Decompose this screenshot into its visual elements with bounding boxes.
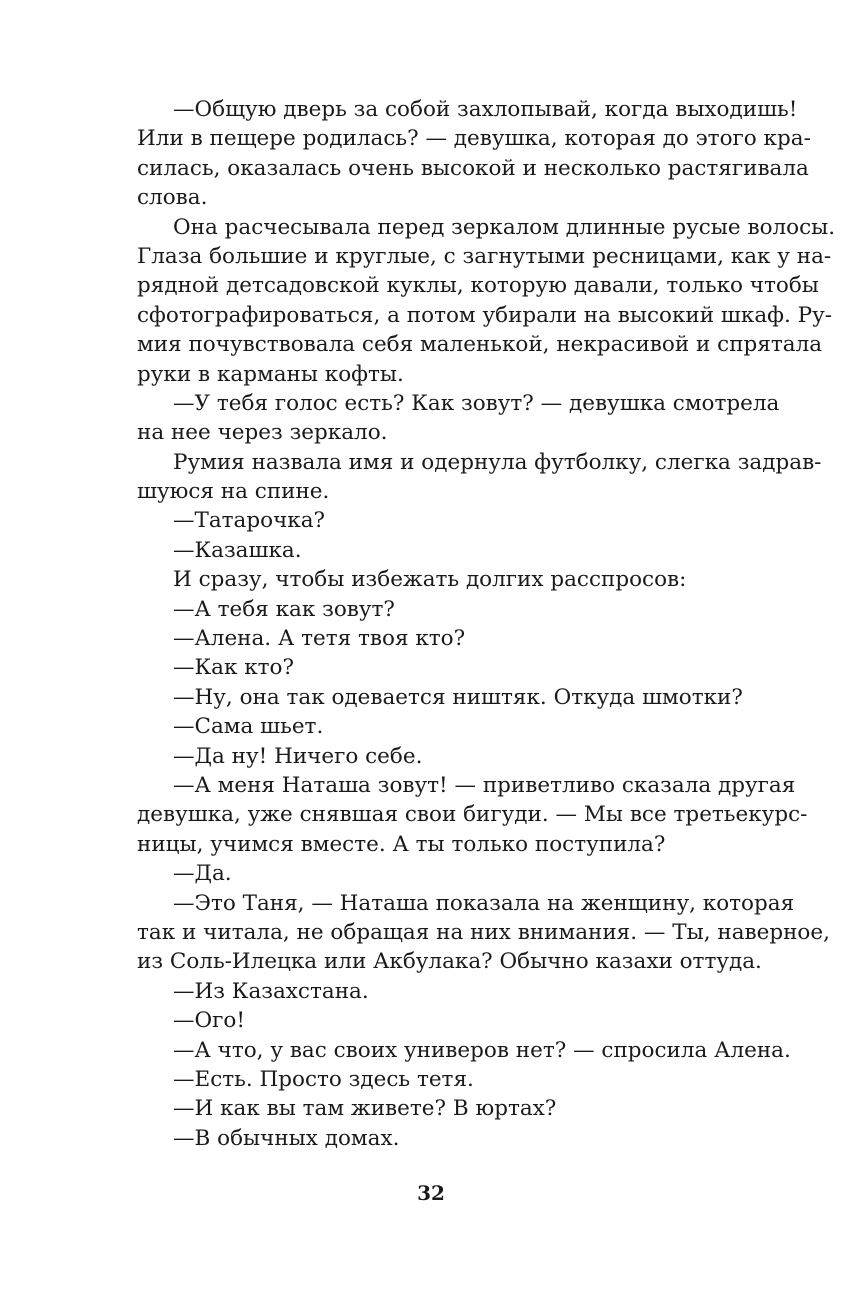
text-line: Она расчесывала перед зеркалом длинные русые волосы. [173, 214, 836, 240]
text-line: так и читала, не обращая на них внимания. — Ты, наверное, [137, 919, 830, 945]
text-line: —Из Казахстана. [173, 978, 369, 1004]
text-line: —В обычных домах. [173, 1125, 400, 1151]
text-line: —Как кто? [173, 655, 295, 681]
text-line: девушка, уже снявшая свои бигуди. — Мы все третьекурс- [137, 802, 808, 828]
text-line: —Это Таня, — Наташа показала на женщину, которая [173, 890, 795, 916]
text-line: —Да. [173, 861, 232, 887]
text-line: силась, оказалась очень высокой и несколько растягивала [137, 155, 809, 181]
text-line: Или в пещере родилась? — девушка, которая до этого кра- [137, 126, 811, 152]
text-line: —Алена. А тетя твоя кто? [173, 626, 466, 652]
text-line: —Ого! [173, 1008, 245, 1034]
text-line: слова. [137, 185, 208, 211]
text-line: —И как вы там живете? В юртах? [173, 1096, 557, 1122]
text-line: —У тебя голос есть? Как зовут? — девушка смотрела [173, 390, 780, 416]
text-line: мия почувствовала себя маленькой, некрасивой и спрятала [137, 332, 823, 358]
text-line: —Казашка. [173, 537, 302, 563]
text-line: —А тебя как зовут? [173, 596, 395, 622]
text-line: И сразу, чтобы избежать долгих расспросов: [173, 567, 687, 593]
text-line: Румия назвала имя и одернула футболку, слегка задрав- [173, 449, 822, 475]
text-line: Глаза большие и круглые, с загнутыми ресницами, как у на- [137, 243, 832, 269]
text-line: ницы, учимся вместе. А ты только поступила? [137, 831, 666, 857]
text-line: —Ну, она так одевается ништяк. Откуда шмотки? [173, 684, 743, 710]
text-line: на нее через зеркало. [137, 420, 388, 446]
text-line: —Общую дверь за собой захлопывай, когда выходишь! [173, 97, 798, 122]
text-line: —А что, у вас своих универов нет? — спросила Алена. [173, 1037, 791, 1063]
text-line: —Сама шьет. [173, 714, 324, 740]
body-text [137, 95, 836, 1153]
text-line: —Есть. Просто здесь тетя. [173, 1066, 474, 1092]
text-line: —Да ну! Ничего себе. [173, 743, 423, 769]
text-line: рядной детсадовской куклы, которую давали, только чтобы [137, 273, 819, 299]
text-line: из Соль-Илецка или Акбулака? Обычно казахи оттуда. [137, 949, 762, 975]
text-line: руки в карманы кофты. [137, 361, 404, 387]
text-line: —Татарочка? [173, 508, 326, 534]
page-number: 32 [417, 1181, 445, 1205]
text-line: шуюся на спине. [137, 479, 330, 505]
text-line: сфотографироваться, а потом убирали на высокий шкаф. Ру- [137, 302, 833, 328]
text-line: —А меня Наташа зовут! — приветливо сказала другая [173, 772, 796, 798]
